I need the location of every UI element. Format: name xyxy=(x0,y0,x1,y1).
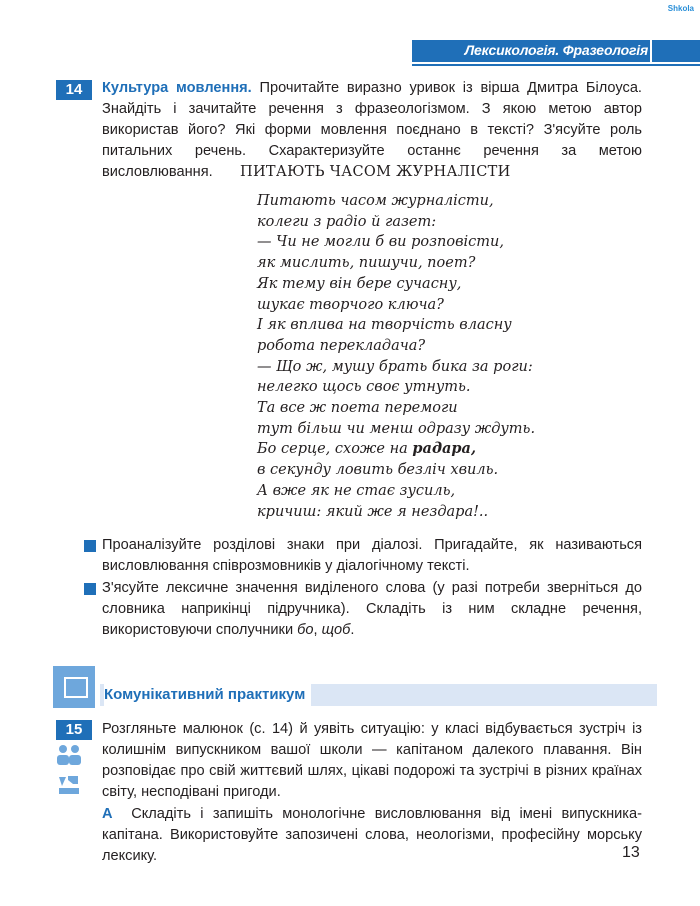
task-15-a xyxy=(102,804,642,867)
pair-work-icon xyxy=(56,744,82,766)
poem-line: в секунду ловить безліч хвиль. xyxy=(257,462,499,479)
task-14-number: 14 xyxy=(56,80,92,100)
notebook-icon-frame xyxy=(64,678,88,698)
poem-line: тут більш чи менш одразу ждуть. xyxy=(257,420,536,437)
poem-line: Питають часом журналісти, xyxy=(257,193,494,209)
poem-line: Та все ж поета перемоги xyxy=(257,400,458,417)
poem-line: І як вплива на творчість власну xyxy=(257,317,512,334)
page-number: 13 xyxy=(622,844,640,861)
bullet-marker xyxy=(84,540,96,552)
conjunction-sep: , xyxy=(313,622,322,638)
conjunction-2: щоб xyxy=(321,622,351,638)
writing-icon xyxy=(56,774,82,796)
poem-line: робота перекладача? xyxy=(257,337,426,354)
poem-line: — Що ж, мушу брать бика за роги: xyxy=(257,358,533,375)
poem-line: А вже як не стає зусиль, xyxy=(257,482,456,499)
poem-line: кричиш: який же я нездара!.. xyxy=(257,503,489,520)
watermark: Shkola xyxy=(667,4,694,13)
poem-line: Як тему він бере сучасну, xyxy=(257,275,462,292)
conjunction-1: бо xyxy=(297,622,314,638)
task-14-body: Прочитайте виразно уривок із вірша Дмитра Білоуса. Знайдіть і зачитайте речення з фразеологізмом. З якою метою автор використав його? Які форми мовлення поєднано в тексті? З'ясуйте роль питальних речень. Схарактеризуйте останнє речення за метою висловлювання. xyxy=(102,80,642,180)
highlighted-word: радара, xyxy=(412,440,476,458)
poem-line-start: Бо серце, схоже на xyxy=(257,441,413,458)
poem-line-highlight xyxy=(257,439,535,460)
poem-title: ПИТАЮТЬ ЧАСОМ ЖУРНАЛІСТИ xyxy=(240,164,511,180)
poem-line: колеги з радіо й газет: xyxy=(257,213,437,230)
task-a-label: А xyxy=(102,806,113,822)
poem-line: — Чи не могли б ви розповісти, xyxy=(257,234,504,251)
header-underline xyxy=(412,64,700,66)
header-tab xyxy=(650,40,700,62)
task-15-number: 15 xyxy=(56,720,92,740)
poem-line: як мислить, пишучи, поет? xyxy=(257,255,476,272)
bullet-2-text xyxy=(102,578,642,641)
bullet-marker xyxy=(84,583,96,595)
bullet-2-body: З'ясуйте лексичне значення виділеного слова (у разі потреби зверніться до словника наприкінці підручника). Складіть із ним складне речення, використовуючи сполучники xyxy=(102,580,642,638)
poem-line: шукає творчого ключа? xyxy=(257,296,444,313)
section-title: Комунікативний практикум xyxy=(104,684,311,706)
header-title: Лексикологія. Фразеологія xyxy=(464,42,648,58)
task-a-text: Складіть і запишіть монологічне висловлювання від імені випускника-капітана. Використовуйте запозичені слова, неологізми, професійну морську лексику. xyxy=(102,806,642,864)
poem-line: нелегко щось своє утнуть. xyxy=(257,379,471,396)
bullet-1-text: Проаналізуйте розділові знаки при діалозі. Пригадайте, як називаються висловлювання співрозмовників у діалогічному тексті. xyxy=(102,537,642,574)
poem xyxy=(257,191,535,522)
bullet-2-end: . xyxy=(350,622,355,638)
task-15-text: Розгляньте малюнок (с. 14) й уявіть ситуацію: у класі відбувається зустріч із колишнім випускником вашої школи — капітаном далекого плавання. Він розповідає про свій життєвий шлях, цікаві подорожі та зустрічі в різних країнах світу, несподівані пригоди. xyxy=(102,721,642,800)
task-14-heading: Культура мовлення. xyxy=(102,80,252,96)
